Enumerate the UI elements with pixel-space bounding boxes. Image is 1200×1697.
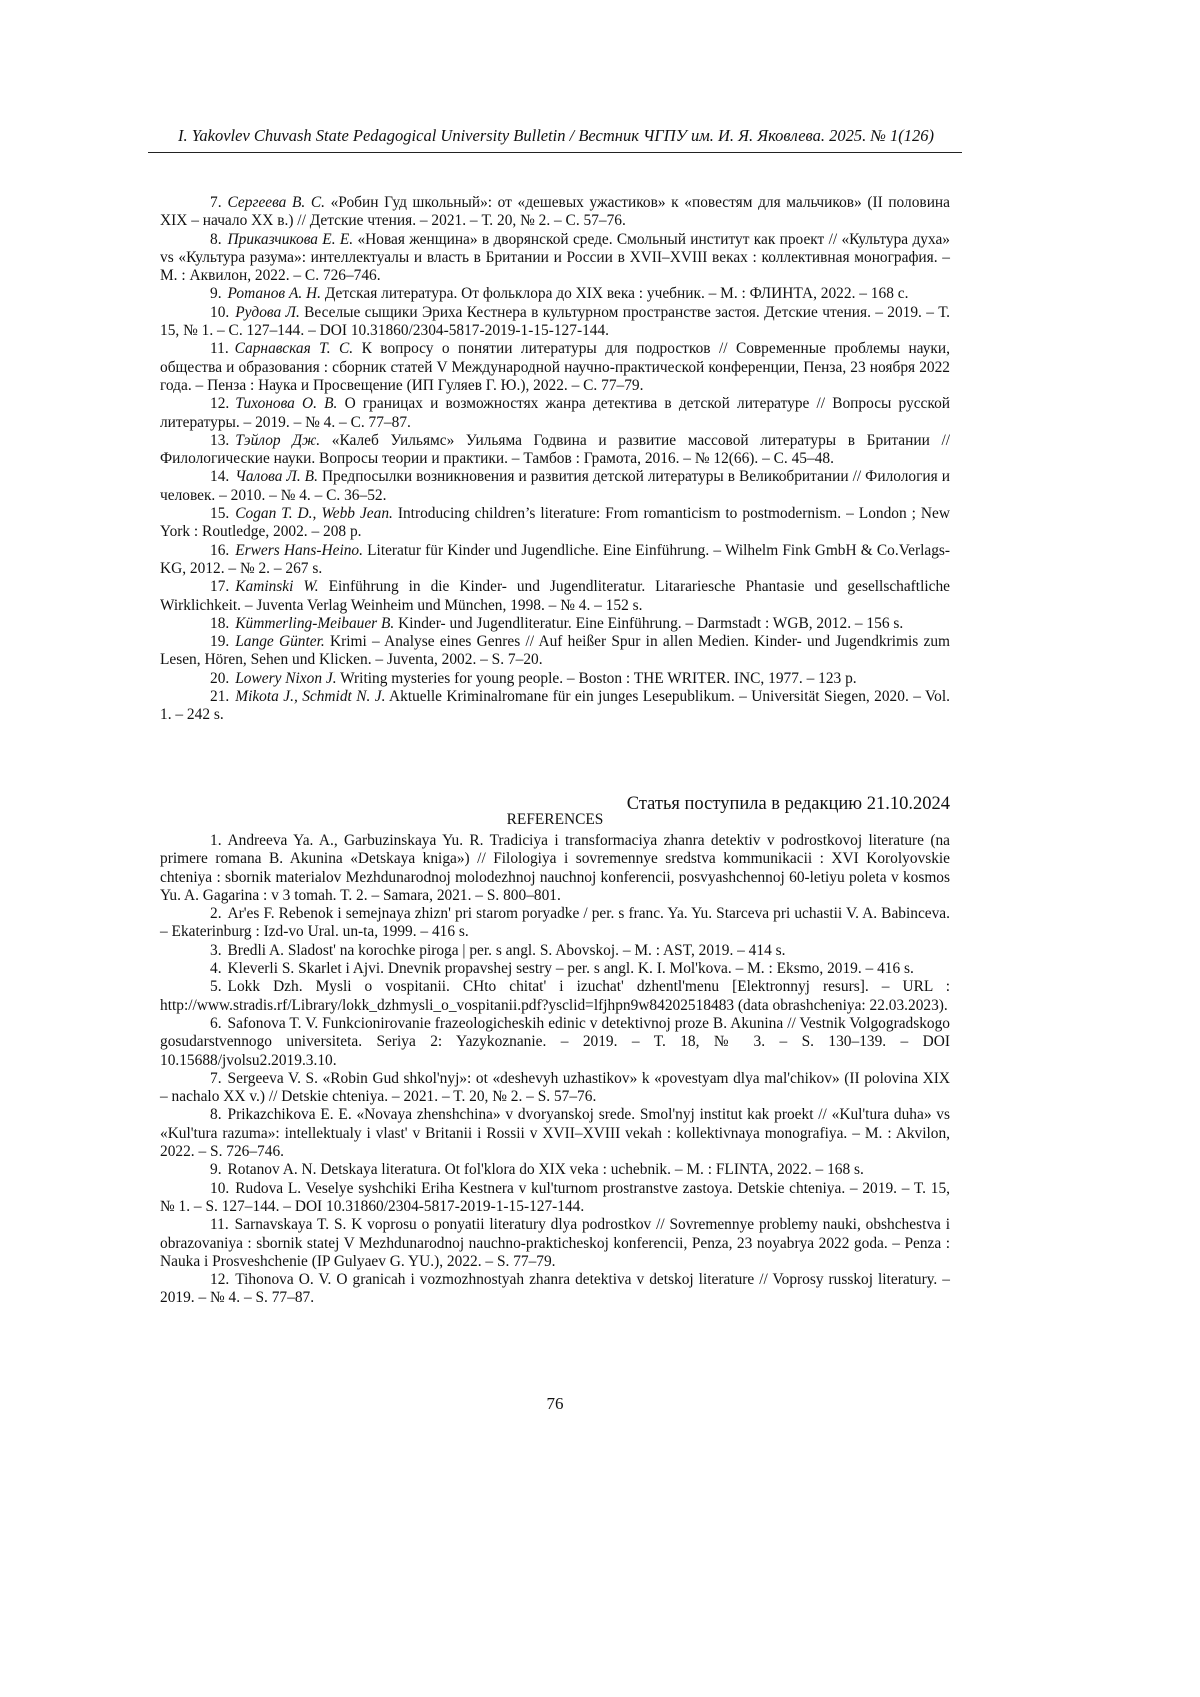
literature-entry bbox=[160, 615, 950, 633]
literature-entry bbox=[160, 633, 950, 670]
entry-author: Тэйлор Дж. bbox=[235, 431, 321, 449]
entry-number: 10. bbox=[210, 303, 230, 321]
entry-number: 7. bbox=[210, 194, 222, 211]
entry-text: Kinder- und Jugendliteratur. Eine Einführung. – Darmstadt : WGB, 2012. – 156 s. bbox=[398, 614, 904, 632]
entry-number: 16. bbox=[210, 541, 230, 559]
entry-number: 11. bbox=[210, 340, 229, 358]
entry-number: 15. bbox=[210, 505, 230, 523]
reference-entry bbox=[160, 1161, 950, 1179]
page-number: 76 bbox=[546, 1394, 564, 1413]
entry-number: 10. bbox=[210, 1179, 230, 1197]
entry-number: 12. bbox=[210, 395, 230, 413]
entry-author: Kümmerling-Meibauer B. bbox=[235, 614, 395, 632]
header-rule bbox=[148, 152, 962, 153]
reference-entry bbox=[160, 905, 950, 942]
entry-number: 12. bbox=[210, 1271, 230, 1289]
reference-entry bbox=[160, 1015, 950, 1070]
entry-text: Sergeeva V. S. «Robin Gud shkol'nyj»: ot «deshevyh uzhastikov» k «povestyam dlya mal'chikov» (II polovina XIX – nachalo XX v.) // Detskie chteniya. – 2021. – T. 20, № 2. – S. 57–76. bbox=[160, 1069, 950, 1106]
reference-entry bbox=[160, 978, 950, 1015]
references-list bbox=[160, 832, 950, 1308]
entry-number: 4. bbox=[210, 960, 222, 978]
entry-author: Erwers Hans-Heino. bbox=[235, 541, 363, 559]
entry-number: 17. bbox=[210, 578, 230, 596]
entry-text: О границах и возможностях жанра детектива в детской литературе // Вопросы русской литературы. – 2019. – № 4. – С. 77–87. bbox=[160, 395, 950, 431]
reference-entry bbox=[160, 1271, 950, 1308]
entry-text: Веселые сыщики Эриха Кестнера в культурном пространстве застоя. Детские чтения. – 2019. – Т. 15, № 1. – С. 127–144. – DOI 10.31860/2304-5817-2019-1-15-127-144. bbox=[160, 303, 950, 340]
literature-entry bbox=[160, 432, 950, 469]
literature-entry bbox=[160, 578, 950, 615]
literature-entry bbox=[160, 194, 950, 231]
entry-text: К вопросу о понятии литературы для подростков // Современные проблемы науки, общества и образования : сборник статей V Международной научно-практической конференции, Пенза, 23 ноября 2022 года. – Пенза : Наука и Просвещение (ИП Гуляев Г. Ю.), 2022. – С. 77–79. bbox=[160, 340, 950, 394]
running-header: I. Yakovlev Chuvash State Pedagogical University Bulletin / Вестник ЧГПУ им. И. Я. Яковлева. 2025. № 1(126) bbox=[178, 126, 934, 145]
entry-text: Детская литература. От фольклора до XIX века : учебник. – М. : ФЛИНТА, 2022. – 168 с. bbox=[324, 285, 909, 303]
references-heading: REFERENCES bbox=[506, 811, 604, 828]
entry-text: «Калеб Уильямс» Уильяма Годвина и развитие массовой литературы в Британии // Филологические науки. Вопросы теории и практики. – Тамбов : Грамота, 2016. – № 12(66). – С. 45–48. bbox=[160, 431, 950, 468]
entry-text: Literatur für Kinder und Jugendliche. Eine Einführung. – Wilhelm Fink GmbH & Co.Verlags-KG, 2012. – № 2. – 267 s. bbox=[160, 541, 951, 577]
literature-entry bbox=[160, 542, 950, 579]
reference-entry bbox=[160, 1180, 950, 1217]
entry-number: 8. bbox=[210, 230, 222, 248]
entry-text: Andreeva Ya. A., Garbuzinskaya Yu. R. Tradiciya i transformaciya zhanra detektiv v podrostkovoj literature (na primere romana B. Akunina «Detskaya kniga») // Filologiya i sovremennye sredstva kommunikacii : XVI Korolyovskie chteniya : sbornik materialov Mezhdunarodnoj molodezhnoj nauchnoj konferencii, posvyashchennoj 60-letiyu poleta v kosmos Yu. A. Gagarina : v 3 tomah. T. 2. – Samara, 2021. – S. 800–801. bbox=[160, 832, 950, 904]
entry-number: 9. bbox=[210, 285, 222, 303]
entry-number: 14. bbox=[210, 468, 230, 486]
literature-entry bbox=[160, 285, 950, 303]
entry-text: «Робин Гуд школьный»: от «дешевых ужастиков» к «повестям для мальчиков» (II половина XIX – начало XX в.) // Детские чтения. – 2021. – Т. 20, № 2. – С. 57–76. bbox=[160, 194, 950, 230]
entry-author: Lange Günter. bbox=[235, 633, 325, 651]
reference-entry bbox=[160, 960, 950, 978]
entry-text: «Новая женщина» в дворянской среде. Смольный институт как проект // «Культура духа» vs «Культура разума»: интеллектуалы и власть в Британии и России в XVII–XVIII веках : коллективная монография. – М. : Аквилон, 2022. – С. 726–746. bbox=[160, 230, 950, 285]
literature-entry bbox=[160, 468, 950, 505]
received-note: Статья поступила в редакцию 21.10.2024 bbox=[626, 794, 950, 814]
entry-text: Krimi – Analyse eines Genres // Auf heißer Spur in allen Medien. Kinder- und Jugendkrimis zum Lesen, Hören, Sehen und Klicken. – Juventa, 2002. – S. 7–20. bbox=[160, 633, 951, 669]
literature-entry bbox=[160, 505, 950, 542]
entry-number: 5. bbox=[210, 978, 222, 996]
entry-number: 6. bbox=[210, 1014, 222, 1032]
entry-author: Сарнавская Т. С. bbox=[234, 340, 354, 358]
entry-text: Kleverli S. Skarlet i Ajvi. Dnevnik propavshej sestry – per. s angl. K. I. Mol'kova. – M. : Eksmo, 2019. – 416 s. bbox=[227, 960, 914, 978]
entry-author: Сергеева В. С. bbox=[227, 194, 325, 211]
entry-text: Bredli A. Sladost' na korochke piroga | per. s angl. S. Abovskoj. – M. : AST, 2019. – 414 s. bbox=[227, 941, 786, 959]
entry-author: Чалова Л. В. bbox=[235, 468, 318, 486]
entry-text: Einführung in die Kinder- und Jugendliteratur. Litarariesche Phantasie und gesellschaftliche Wirklichkeit. – Juventa Verlag Weinheim und München, 1998. – № 4. – 152 s. bbox=[160, 578, 950, 614]
entry-author: Приказчикова Е. Е. bbox=[227, 230, 354, 248]
entry-number: 11. bbox=[210, 1216, 229, 1234]
entry-author: Lowery Nixon J. bbox=[235, 669, 337, 687]
entry-number: 20. bbox=[210, 669, 230, 687]
entry-number: 1. bbox=[210, 832, 222, 849]
entry-number: 13. bbox=[210, 431, 230, 449]
entry-text: Tihonova O. V. O granicah i vozmozhnostyah zhanra detektiva v detskoj literature // Voprosy russkoj literatury. – 2019. – № 4. – S. 77–87. bbox=[160, 1271, 950, 1307]
entry-number: 8. bbox=[210, 1106, 222, 1124]
entry-number: 3. bbox=[210, 941, 222, 959]
entry-text: Предпосылки возникновения и развития детской литературы в Великобритании // Филология и человек. – 2010. – № 4. – С. 36–52. bbox=[160, 468, 950, 504]
entry-author: Ротанов А. Н. bbox=[227, 285, 322, 303]
reference-entry bbox=[160, 832, 950, 905]
literature-entry bbox=[160, 231, 950, 286]
entry-author: Kaminski W. bbox=[235, 578, 319, 596]
entry-text: Introducing children’s literature: From romanticism to postmodernism. – London ; New York : Routledge, 2002. – 208 p. bbox=[160, 505, 950, 541]
entry-text: Prikazchikova E. E. «Novaya zhenshchina» v dvoryanskoj srede. Smol'nyj institut kak proekt // «Kul'tura duha» vs «Kul'tura razuma»: intellektualy i vlast' v Britanii i Rossii v XVII–XVIII vekah : kollektivnaya monografiya. – M. : Akvilon, 2022. – S. 726–746. bbox=[160, 1106, 950, 1161]
reference-entry bbox=[160, 942, 950, 960]
literature-entry bbox=[160, 340, 950, 395]
entry-author: Cogan T. D., Webb Jean. bbox=[235, 505, 393, 523]
reference-entry bbox=[160, 1070, 950, 1107]
entry-text: Sarnavskaya T. S. K voprosu o ponyatii literatury dlya podrostkov // Sovremennye problemy nauki, obshchestva i obrazovaniya : sbornik statej V Mezhdunarodnoj nauchno-prakticheskoj konferencii, Penza, 23 noyabrya 2022 goda. – Penza : Nauka i Prosveshchenie (IP Gulyaev G. YU.), 2022. – S. 77–79. bbox=[160, 1216, 950, 1270]
literature-entry bbox=[160, 395, 950, 432]
literature-entry bbox=[160, 670, 950, 688]
entry-author: Тихонова О. В. bbox=[235, 395, 338, 413]
reference-entry bbox=[160, 1216, 950, 1271]
literature-list bbox=[160, 194, 950, 725]
literature-entry bbox=[160, 688, 950, 725]
entry-text: Aktuelle Kriminalromane für ein junges Lesepublikum. – Universität Siegen, 2020. – Vol. 1. – 242 s. bbox=[160, 688, 950, 724]
entry-number: 7. bbox=[210, 1069, 222, 1087]
entry-number: 21. bbox=[210, 688, 230, 706]
entry-author: Рудова Л. bbox=[235, 303, 300, 321]
entry-text: Rotanov A. N. Detskaya literatura. Ot fol'klora do XIX veka : uchebnik. – M. : FLINTA, 2022. – 168 s. bbox=[227, 1161, 864, 1179]
entry-number: 18. bbox=[210, 614, 230, 632]
literature-entry bbox=[160, 304, 950, 341]
entry-number: 2. bbox=[210, 905, 222, 923]
entry-text: Lokk Dzh. Mysli o vospitanii. CHto chitat' i izuchat' dzhentl'menu [Elektronnyj resurs]. – URL : http://www.stradis.rf/Library/lokk_dzhmysli_o_vospitanii.pdf?ysclid=lfjhpn9w84202518483 (data obrashcheniya: 22.03.2023). bbox=[160, 978, 950, 1014]
reference-entry bbox=[160, 1106, 950, 1161]
entry-number: 9. bbox=[210, 1161, 222, 1179]
entry-text: Writing mysteries for young people. – Boston : THE WRITER. INC, 1977. – 123 p. bbox=[340, 669, 857, 687]
entry-number: 19. bbox=[210, 633, 230, 651]
entry-text: Rudova L. Veselye syshchiki Eriha Kestnera v kul'turnom prostranstve zastoya. Detskie chteniya. – 2019. – T. 15, № 1. – S. 127–144. – DOI 10.31860/2304-5817-2019-1-15-127-144. bbox=[160, 1179, 950, 1215]
entry-text: Safonova T. V. Funkcionirovanie frazeologicheskih edinic v detektivnoj proze B. Akunina // Vestnik Volgogradskogo gosudarstvennogo universiteta. Seriya 2: Yazykoznanie. – 2019. – T. 18, № 3. – S. 130–139. – DOI 10.15688/jvolsu2.2019.3.10. bbox=[160, 1014, 950, 1069]
entry-author: Mikota J., Schmidt N. J. bbox=[235, 688, 386, 706]
entry-text: Ar'es F. Rebenok i semejnaya zhizn' pri starom poryadke / per. s franc. Ya. Yu. Starceva pri uchastii V. A. Babinceva. – Ekaterinburg : Izd-vo Ural. un-ta, 1999. – 416 s. bbox=[160, 905, 950, 941]
